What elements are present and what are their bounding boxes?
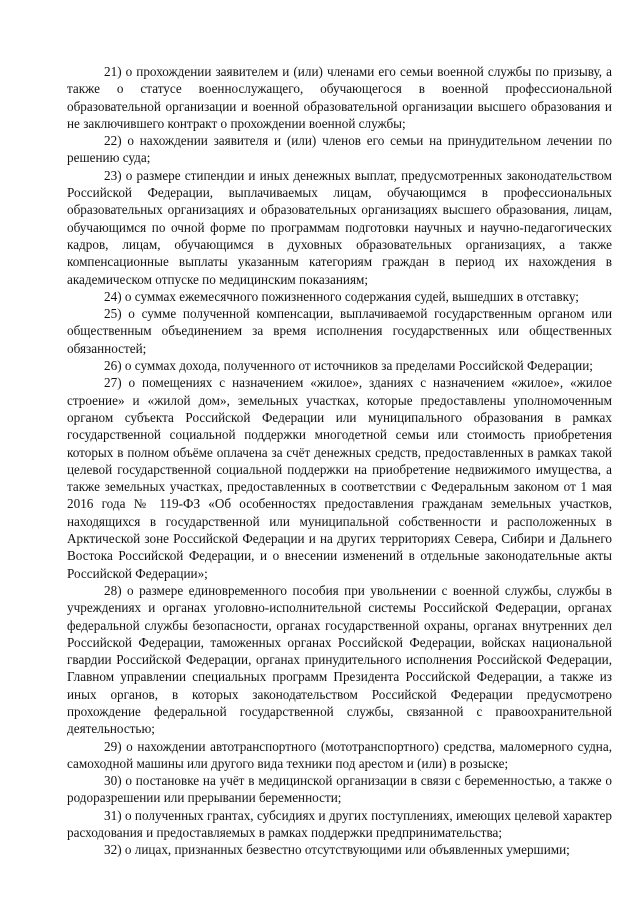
list-item-31: 31) о полученных грантах, субсидиях и других поступлениях, имеющих целевой характер расходования и предоставляемых в рамках поддержки предпринимательства; — [67, 807, 612, 841]
list-item-22: 22) о нахождении заявителя и (или) членов его семьи на принудительном лечении по решению суда; — [67, 133, 612, 166]
list-item-25: 25) о сумме полученной компенсации, выплачиваемой государственным органом или общественным объединением за время исполнения государственных или общественных обязанностей; — [67, 306, 612, 356]
list-item-26: 26) о суммах дохода, полученного от источников за пределами Российской Федерации; — [104, 358, 593, 374]
list-item-28: 28) о размере единовременного пособия при увольнении с военной службы, службы в учреждениях и органах уголовно-исполнительной системы Российской Федерации, органах федеральной службы безопасности, органах государственной охраны, органах внутренних дел Российской Федерации, таможенных органах Российской Федерации, войсках национальной гвардии Российской Федерации, органах принудительного исполнения Российской Федерации, Главном управлении специальных программ Президента Российской Федерации, а также из иных органов, в которых законодательством Российской Федерации предусмотрено прохождение федеральной государственной службы, связанной с правоохранительной деятельностью; — [67, 582, 612, 737]
list-item-29: 29) о нахождении автотранспортного (мототранспортного) средства, маломерного судна, самоходной машины или другого вида техники под арестом и (или) в розыске; — [67, 738, 612, 771]
document-body — [67, 63, 612, 859]
list-item-23: 23) о размере стипендии и иных денежных выплат, предусмотренных законодательством Российской Федерации, выплачиваемых лицам, обучающимся в профессиональных образовательных организациях и образовательных организациях высшего образования, лицам, обучающимся по очной форме по программам подготовки научных и научно-педагогических кадров, лицам, обучающимся в духовных образовательных организациях, а также компенсационные выплаты указанным категориям граждан в период их нахождения в академическом отпуске по медицинским показаниям; — [67, 167, 612, 287]
list-item-24: 24) о суммах ежемесячного пожизненного содержания судей, вышедших в отставку; — [104, 288, 579, 304]
list-item-32: 32) о лицах, признанных безвестно отсутствующими или объявленных умершими; — [104, 842, 570, 858]
list-item-27: 27) о помещениях с назначением «жилое», зданиях с назначением «жилое», «жилое строение» и «жилой дом», земельных участках, которые предоставлены уполномоченным органом субъекта Российской Федерации или муниципального образования в рамках государственной социальной поддержки многодетной семьи или стоимость приобретения которых в полном объёме оплачена за счёт денежных средств, предоставленных в рамках такой целевой государственной социальной поддержки на приобретение недвижимого имущества, а также земельных участках, предоставленных в соответствии с Федеральным законом от 1 мая 2016 года № 119-ФЗ «Об особенностях предоставления гражданам земельных участков, находящихся в государственной или муниципальной собственности и расположенных в Арктической зоне Российской Федерации и на других территориях Севера, Сибири и Дальнего Востока Российской Федерации, и о внесении изменений в отдельные законодательные акты Российской Федерации»; — [67, 375, 612, 581]
list-item-21: 21) о прохождении заявителем и (или) членами его семьи военной службы по призыву, а также о статусе военнослужащего, обучающегося в военной профессиональной образовательной организации и военной образовательной организации высшего образования и не заключившего контракт о прохождении военной службы; — [67, 64, 612, 131]
list-item-30: 30) о постановке на учёт в медицинской организации в связи с беременностью, а также о родоразрешении или прерывании беременности; — [67, 773, 612, 806]
